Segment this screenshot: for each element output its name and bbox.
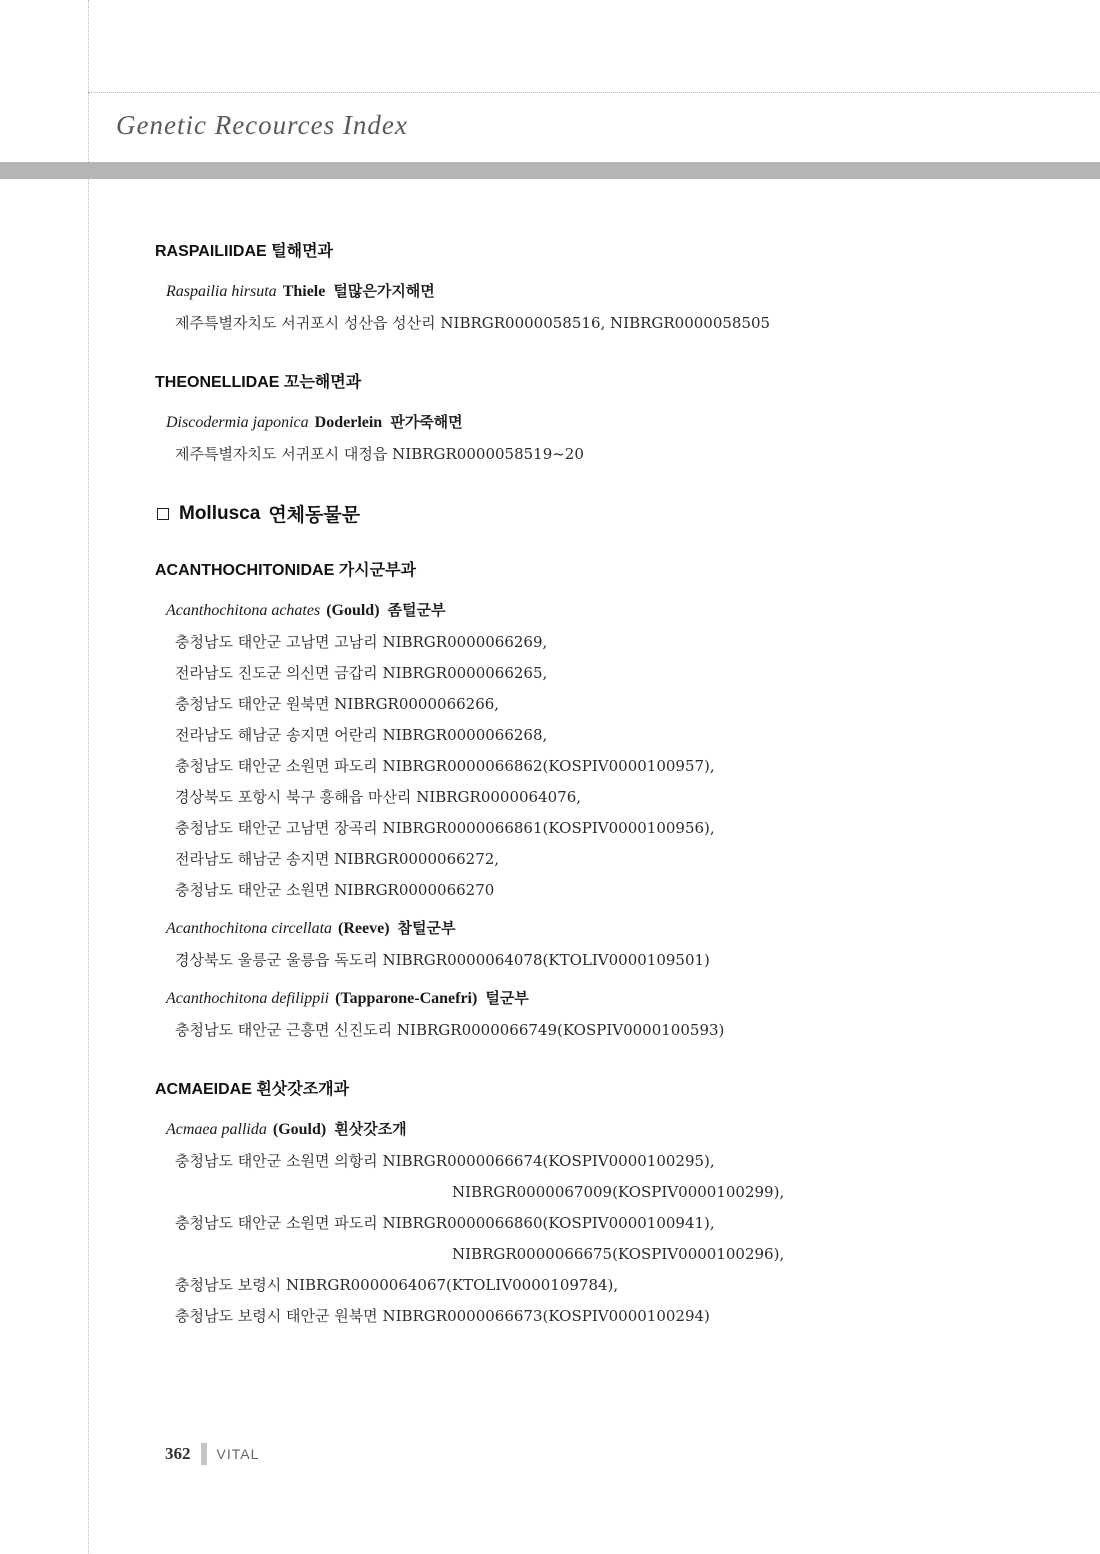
species-author: Thiele [282,283,326,300]
species-latin-name: Acanthochitona circellata [166,920,333,937]
phylum-latin-name: Mollusca [179,502,261,524]
species-author: (Gould) [272,1121,327,1138]
family-group [155,1076,1075,1332]
specimen-record: 전라남도 해남군 송지면 어란리 NIBRGR0000066268, [175,726,548,744]
specimen-record: 충청남도 태안군 원북면 NIBRGR0000066266, [175,695,500,713]
specimen-record: 충청남도 태안군 소원면 파도리 NIBRGR0000066862(KOSPIV0000100957), [175,757,715,775]
species-name [166,916,1075,941]
specimen-record: 충청남도 태안군 소원면 파도리 NIBRGR0000066860(KOSPIV0000100941), [175,1214,715,1232]
species-latin-name: Acanthochitona achates [166,602,321,619]
specimen-record: 충청남도 태안군 근흥면 신진도리 NIBRGR0000066749(KOSPIV0000100593) [175,1021,725,1039]
phylum-korean-name: 연체동물문 [268,505,361,526]
specimen-record: 경상북도 울릉군 울릉읍 독도리 NIBRGR0000064078(KTOLIV0000109501) [175,951,710,969]
specimen-record: 충청남도 태안군 소원면 의항리 NIBRGR0000066674(KOSPIV0000100295), [175,1152,715,1170]
species-author: Doderlein [314,414,383,431]
species-latin-name: Acanthochitona defilippii [166,990,330,1007]
species-block [155,1117,1075,1332]
checkbox-square-icon [157,508,169,520]
species-korean-name: 판가죽해면 [390,413,463,431]
specimen-record: NIBRGR0000066675(KOSPIV0000100296), [452,1245,785,1263]
species-latin-name: Raspailia hirsuta [166,283,277,300]
specimen-record: 전라남도 진도군 의신면 금갑리 NIBRGR0000066265, [175,664,548,682]
species-author: (Gould) [326,602,380,619]
specimen-record: 전라남도 해남군 송지면 NIBRGR0000066272, [175,850,500,868]
species-korean-name: 좀털군부 [387,601,446,619]
margin-guide-vertical [88,0,89,1554]
footer-divider-bar [201,1443,207,1465]
family-group [155,557,1075,1046]
phylum-heading [155,500,1075,527]
species-block [155,986,1075,1046]
specimen-record: 충청남도 태안군 고남면 고남리 NIBRGR0000066269, [175,633,548,651]
running-head-title: Genetic Recources Index [116,110,408,140]
species-korean-name: 참털군부 [397,919,456,937]
species-latin-name: Discodermia japonica [166,414,309,431]
family-group [155,369,1075,470]
family-group [155,238,1075,339]
family-heading: THEONELLIDAE 꼬는해면과 [155,374,362,391]
specimen-record: NIBRGR0000067009(KOSPIV0000100299), [452,1183,785,1201]
species-korean-name: 털많은가지해면 [333,282,435,300]
species-name [166,410,1075,435]
porifera-sections [155,238,1075,470]
species-author: (Tapparone-Canefri) [335,990,478,1007]
species-korean-name: 털군부 [485,989,529,1007]
specimen-record: 충청남도 보령시 NIBRGR0000064067(KTOLIV0000109784), [175,1276,619,1294]
family-heading: ACMAEIDAE 흰삿갓조개과 [155,1081,350,1098]
margin-guide-horizontal [88,92,1100,93]
species-name [166,279,1075,304]
specimen-record: 충청남도 태안군 고남면 장곡리 NIBRGR0000066861(KOSPIV0000100956), [175,819,715,837]
header-bar [0,162,1100,179]
index-content [155,238,1075,1362]
mollusca-sections [155,557,1075,1332]
species-author: (Reeve) [338,920,390,937]
species-korean-name: 흰삿갓조개 [334,1120,407,1138]
species-name [166,986,1075,1011]
species-latin-name: Acmaea pallida [166,1121,267,1138]
species-block [155,279,1075,339]
footer-label: VITAL [216,1446,260,1462]
specimen-record: 충청남도 태안군 소원면 NIBRGR0000066270 [175,881,495,899]
family-heading: ACANTHOCHITONIDAE 가시군부과 [155,562,416,579]
specimen-record: 경상북도 포항시 북구 흥해읍 마산리 NIBRGR0000064076, [175,788,582,806]
specimen-record: 충청남도 보령시 태안군 원북면 NIBRGR0000066673(KOSPIV0000100294) [175,1307,710,1325]
species-name [166,598,1075,623]
specimen-record: 제주특별자치도 서귀포시 성산읍 성산리 NIBRGR0000058516, NIBRGR0000058505 [175,314,771,332]
species-block [155,410,1075,470]
page-footer [165,1443,259,1465]
species-name [166,1117,1075,1142]
species-block [155,916,1075,976]
family-heading: RASPAILIIDAE 털해면과 [155,243,333,260]
specimen-record: 제주특별자치도 서귀포시 대정읍 NIBRGR0000058519~20 [175,445,584,463]
species-block [155,598,1075,906]
page-number: 362 [165,1444,191,1463]
